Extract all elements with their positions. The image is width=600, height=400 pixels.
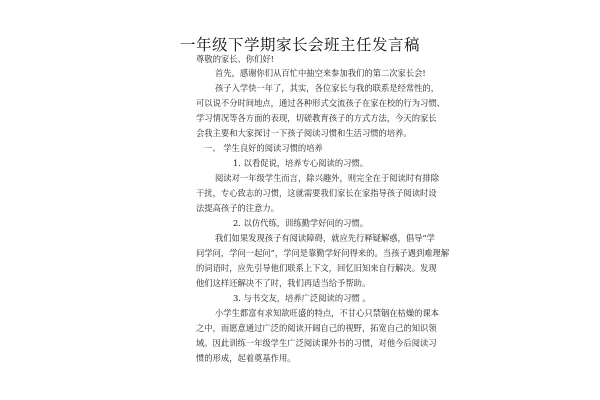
paragraph-5-line-4: 惯的形成，起着奠基作用。 xyxy=(196,353,296,363)
paragraph-4-line-1: 我们如果发现孩子有阅读障碍，就应先行释疑解惑，倡导“学 xyxy=(215,233,435,243)
subheading-2: 2. 以仿代练，训练勤学好问的习惯。 xyxy=(233,218,369,228)
paragraph-1-line: 首先，感谢你们从百忙中抽空来参加我们的第二次家长会! xyxy=(215,68,426,78)
paragraph-2-line-1: 孩子入学快一年了，其实，各位家长与我的联系是经常性的， xyxy=(215,83,440,93)
paragraph-3-line-2: 干扰，专心致志的习惯，这就需要我们家长在家指导孩子阅读时设 xyxy=(196,188,437,198)
paragraph-2-line-2: 可以说不分时间地点，通过各种形式交流孩子在家在校的行为习惯、 xyxy=(196,98,445,108)
subheading-3: 3. 与书交友，培养广泛阅读的习惯 。 xyxy=(233,293,371,303)
paragraph-5-line-1: 小学生都富有求知欲旺盛的特点，不甘心只禁锢在枯燥的课本 xyxy=(215,308,440,318)
subheading-1: 1. 以看促说，培养专心阅读的习惯。 xyxy=(233,158,369,168)
paragraph-4-line-4: 他们这样还解决不了时，我们再适当给予帮助。 xyxy=(196,278,371,288)
paragraph-3-line-3: 法提高孩子的注意力。 xyxy=(196,203,279,213)
greeting-line: 尊敬的家长、你们好! xyxy=(196,54,275,64)
document-title: 一年级下学期家长会班主任发言稿 xyxy=(179,36,420,54)
paragraph-4-line-3: 的词语时，应先引导他们联系上下文，回忆旧知来自行解决。发现 xyxy=(196,263,437,273)
paragraph-5-line-2: 之中，而愿意通过广泛的阅读开阔自己的视野，拓宽自己的知识领 xyxy=(196,323,437,333)
paragraph-2-line-4: 会我主要和大家探讨一下孩子阅读习惯和生活习惯的培养。 xyxy=(196,128,412,138)
section-heading-1: 一、 学生良好的阅读习惯的培养 xyxy=(204,143,323,153)
paragraph-5-line-3: 域。因此训练一年级学生广泛阅读课外书的习惯，对他今后阅读习 xyxy=(196,338,437,348)
paragraph-4-line-2: 问学问，学问一起问”，学问是靠勤学好问得来的。当孩子遇到难理解 xyxy=(196,248,450,258)
paragraph-2-line-3: 学习情况等各方面的表现，切磋教育孩子的方式方法，今天的家长 xyxy=(196,113,437,123)
paragraph-3-line-1: 阅读对一年级学生而言，除兴趣外，则完全在于阅读时有排除 xyxy=(215,173,440,183)
